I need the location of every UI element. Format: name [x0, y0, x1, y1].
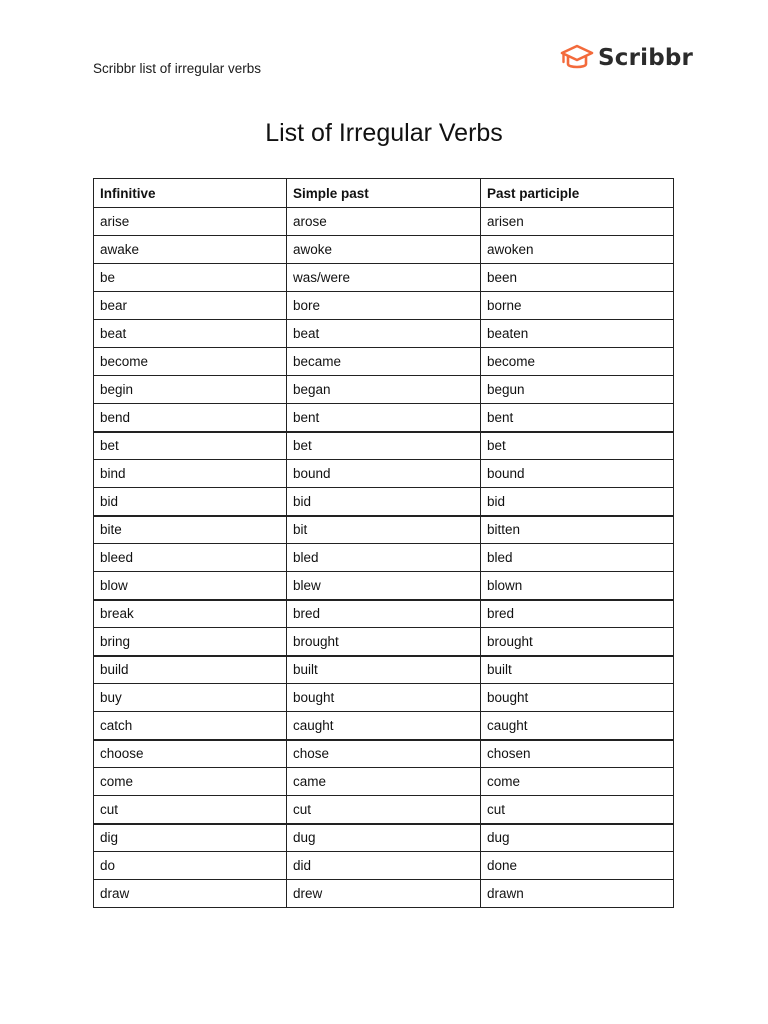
simple-past-cell: bore	[287, 292, 481, 320]
simple-past-cell: dug	[287, 824, 481, 852]
past-participle-cell: blown	[481, 572, 674, 600]
past-participle-cell: beaten	[481, 320, 674, 348]
past-participle-cell: built	[481, 656, 674, 684]
infinitive-cell: dig	[94, 824, 287, 852]
simple-past-cell: caught	[287, 712, 481, 740]
past-participle-cell: arisen	[481, 208, 674, 236]
simple-past-cell: bent	[287, 404, 481, 432]
infinitive-cell: begin	[94, 376, 287, 404]
simple-past-cell: blew	[287, 572, 481, 600]
simple-past-cell: brought	[287, 628, 481, 656]
table-row	[94, 432, 674, 460]
table-row	[94, 600, 674, 628]
brand-name: Scribbr	[598, 45, 694, 71]
simple-past-cell: chose	[287, 740, 481, 768]
table-row	[94, 572, 674, 600]
simple-past-cell: did	[287, 852, 481, 880]
infinitive-cell: bind	[94, 460, 287, 488]
table-row	[94, 712, 674, 740]
infinitive-cell: do	[94, 852, 287, 880]
table-row	[94, 348, 674, 376]
infinitive-cell: catch	[94, 712, 287, 740]
past-participle-cell: awoken	[481, 236, 674, 264]
simple-past-cell: was/were	[287, 264, 481, 292]
table-row	[94, 740, 674, 768]
table-row	[94, 628, 674, 656]
table-header-row	[94, 179, 674, 208]
infinitive-cell: draw	[94, 880, 287, 908]
table-row	[94, 264, 674, 292]
column-header-infinitive: Infinitive	[94, 179, 287, 208]
past-participle-cell: done	[481, 852, 674, 880]
table-body	[94, 208, 674, 908]
graduation-cap-icon	[560, 43, 594, 73]
past-participle-cell: bet	[481, 432, 674, 460]
infinitive-cell: buy	[94, 684, 287, 712]
past-participle-cell: been	[481, 264, 674, 292]
past-participle-cell: drawn	[481, 880, 674, 908]
table-row	[94, 460, 674, 488]
past-participle-cell: caught	[481, 712, 674, 740]
past-participle-cell: dug	[481, 824, 674, 852]
simple-past-cell: came	[287, 768, 481, 796]
simple-past-cell: awoke	[287, 236, 481, 264]
simple-past-cell: built	[287, 656, 481, 684]
infinitive-cell: bring	[94, 628, 287, 656]
past-participle-cell: bled	[481, 544, 674, 572]
past-participle-cell: bid	[481, 488, 674, 516]
table-row	[94, 880, 674, 908]
past-participle-cell: brought	[481, 628, 674, 656]
infinitive-cell: break	[94, 600, 287, 628]
table-row	[94, 656, 674, 684]
page-title: List of Irregular Verbs	[265, 119, 503, 147]
past-participle-cell: bought	[481, 684, 674, 712]
past-participle-cell: bitten	[481, 516, 674, 544]
infinitive-cell: build	[94, 656, 287, 684]
column-header-past-participle: Past participle	[481, 179, 674, 208]
simple-past-cell: began	[287, 376, 481, 404]
past-participle-cell: borne	[481, 292, 674, 320]
table-row	[94, 852, 674, 880]
simple-past-cell: bid	[287, 488, 481, 516]
table-row	[94, 516, 674, 544]
irregular-verbs-table	[93, 178, 674, 908]
table-row	[94, 376, 674, 404]
past-participle-cell: become	[481, 348, 674, 376]
table-row	[94, 684, 674, 712]
past-participle-cell: bent	[481, 404, 674, 432]
document-header-label: Scribbr list of irregular verbs	[93, 61, 262, 76]
infinitive-cell: bear	[94, 292, 287, 320]
past-participle-cell: chosen	[481, 740, 674, 768]
simple-past-cell: bound	[287, 460, 481, 488]
infinitive-cell: blow	[94, 572, 287, 600]
infinitive-cell: bite	[94, 516, 287, 544]
infinitive-cell: be	[94, 264, 287, 292]
table-row	[94, 488, 674, 516]
simple-past-cell: beat	[287, 320, 481, 348]
infinitive-cell: bend	[94, 404, 287, 432]
table-row	[94, 796, 674, 824]
table-row	[94, 824, 674, 852]
simple-past-cell: arose	[287, 208, 481, 236]
table-row	[94, 768, 674, 796]
infinitive-cell: come	[94, 768, 287, 796]
past-participle-cell: begun	[481, 376, 674, 404]
past-participle-cell: bound	[481, 460, 674, 488]
infinitive-cell: bid	[94, 488, 287, 516]
table-row	[94, 544, 674, 572]
simple-past-cell: bought	[287, 684, 481, 712]
table-row	[94, 292, 674, 320]
table-row	[94, 208, 674, 236]
table-row	[94, 404, 674, 432]
infinitive-cell: arise	[94, 208, 287, 236]
past-participle-cell: cut	[481, 796, 674, 824]
column-header-simple-past: Simple past	[287, 179, 481, 208]
table-row	[94, 236, 674, 264]
simple-past-cell: became	[287, 348, 481, 376]
simple-past-cell: bled	[287, 544, 481, 572]
scribbr-logo	[560, 42, 693, 74]
simple-past-cell: bred	[287, 600, 481, 628]
infinitive-cell: bet	[94, 432, 287, 460]
simple-past-cell: bet	[287, 432, 481, 460]
table-row	[94, 320, 674, 348]
infinitive-cell: awake	[94, 236, 287, 264]
infinitive-cell: become	[94, 348, 287, 376]
past-participle-cell: bred	[481, 600, 674, 628]
infinitive-cell: beat	[94, 320, 287, 348]
simple-past-cell: cut	[287, 796, 481, 824]
simple-past-cell: bit	[287, 516, 481, 544]
past-participle-cell: come	[481, 768, 674, 796]
infinitive-cell: cut	[94, 796, 287, 824]
simple-past-cell: drew	[287, 880, 481, 908]
infinitive-cell: bleed	[94, 544, 287, 572]
infinitive-cell: choose	[94, 740, 287, 768]
